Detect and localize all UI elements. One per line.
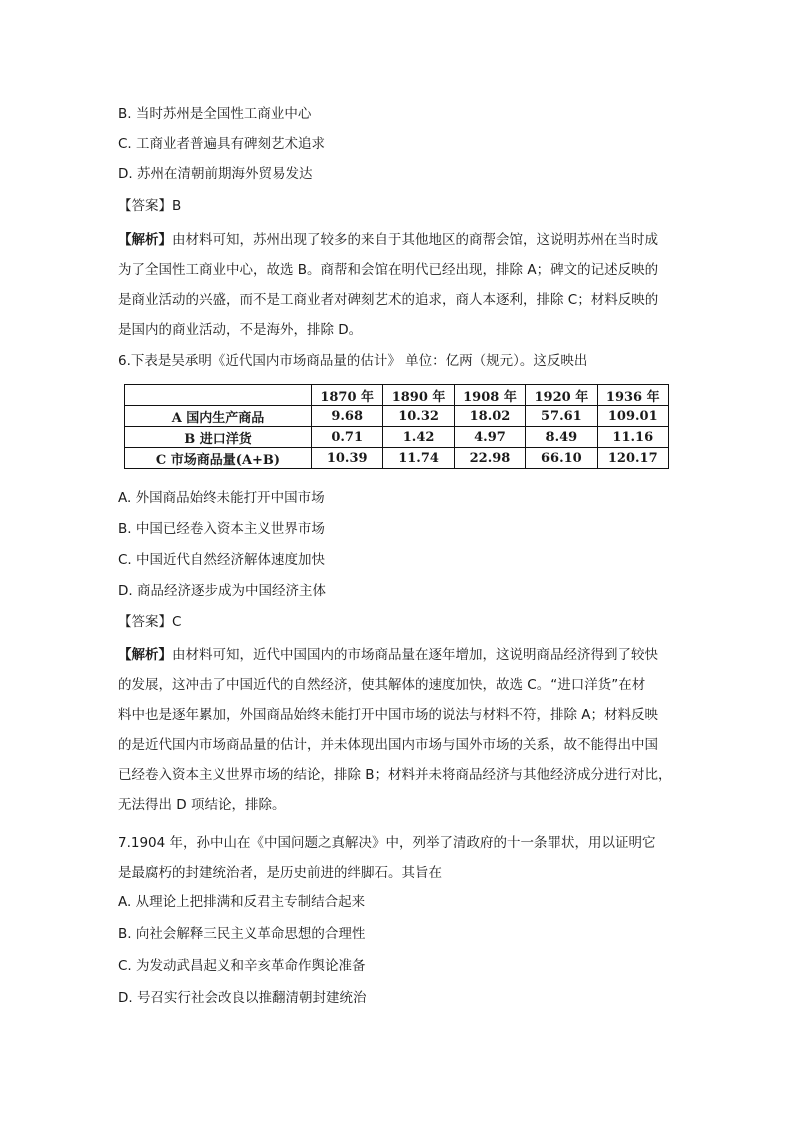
table-header-cell: 1908 年 [454, 385, 525, 406]
analysis-line: 为了全国性工商业中心，故选 B。商帮和会馆在明代已经出现，排除 A；碑文的记述反映的 [118, 262, 659, 278]
table-cell: 22.98 [454, 448, 525, 469]
table-row-label: B 进口洋货 [125, 427, 312, 448]
table-cell: 11.74 [383, 448, 454, 469]
analysis-line: 的是近代国内市场商品量的估计，并未体现出国内市场与国外市场的关系，故不能得出中国 [118, 737, 658, 753]
table-row-label: C 市场商品量(A+B) [125, 448, 312, 469]
q6-option-d: D. 商品经济逐步成为中国经济主体 [118, 583, 326, 599]
table-cell: 0.71 [312, 427, 383, 448]
table-header-row [125, 385, 669, 406]
analysis-line: 的发展，这冲击了中国近代的自然经济，使其解体的速度加快，故选 C。“进口洋货”在材 [118, 677, 646, 693]
q7-option-b: B. 向社会解释三民主义革命思想的合理性 [118, 926, 366, 942]
table-header-cell: 1920 年 [526, 385, 597, 406]
q6-option-c: C. 中国近代自然经济解体速度加快 [118, 552, 326, 568]
table-row-label: A 国内生产商品 [125, 406, 312, 427]
table-cell: 10.32 [383, 406, 454, 427]
analysis-line: 是商业活动的兴盛，而不是工商业者对碑刻艺术的追求，商人本逐利，排除 C；材料反映的 [118, 292, 659, 308]
q6-answer: 【答案】C [118, 614, 182, 630]
q7-option-d: D. 号召实行社会改良以推翻清朝封建统治 [118, 990, 367, 1006]
analysis-line: 无法得出 D 项结论，排除。 [118, 797, 286, 813]
analysis-line: 料中也是逐年累加，外国商品始终未能打开中国市场的说法与材料不符，排除 A；材料反映 [118, 707, 659, 723]
table-header-cell [125, 385, 312, 406]
q5-answer: 【答案】B [118, 198, 182, 214]
table-header-cell: 1890 年 [383, 385, 454, 406]
analysis-line: 由材料可知，苏州出现了较多的来自于其他地区的商帮会馆，这说明苏州在当时成 [172, 232, 658, 248]
stem-line: 7.1904 年，孙中山在《中国问题之真解决》中，列举了清政府的十一条罪状，用以证明它 [118, 835, 656, 851]
q6-option-b: B. 中国已经卷入资本主义世界市场 [118, 521, 325, 537]
table-header-cell: 1936 年 [597, 385, 668, 406]
table-cell: 11.16 [597, 427, 668, 448]
table-cell: 120.17 [597, 448, 668, 469]
table-cell: 57.61 [526, 406, 597, 427]
table-cell: 9.68 [312, 406, 383, 427]
q6-analysis [118, 640, 678, 820]
q5-option-b: B. 当时苏州是全国性工商业中心 [118, 106, 312, 122]
analysis-label: 【解析】 [118, 232, 172, 248]
stem-line: 是最腐朽的封建统治者，是历史前进的绊脚石。其旨在 [118, 865, 442, 881]
q5-analysis [118, 225, 678, 345]
table-cell: 109.01 [597, 406, 668, 427]
analysis-line: 由材料可知，近代中国国内的市场商品量在逐年增加，这说明商品经济得到了较快 [172, 647, 658, 663]
analysis-line: 已经卷入资本主义世界市场的结论，排除 B；材料并未将商品经济与其他经济成分进行对比， [118, 767, 672, 783]
table-cell: 66.10 [526, 448, 597, 469]
table-cell: 4.97 [454, 427, 525, 448]
table-cell: 10.39 [312, 448, 383, 469]
table-row [125, 406, 669, 427]
table-cell: 18.02 [454, 406, 525, 427]
q7-stem [118, 828, 678, 888]
q5-option-c: C. 工商业者普遍具有碑刻艺术追求 [118, 136, 326, 152]
table-cell: 1.42 [383, 427, 454, 448]
table-row [125, 448, 669, 469]
table-header-cell: 1870 年 [312, 385, 383, 406]
table-cell: 8.49 [526, 427, 597, 448]
q7-option-c: C. 为发动武昌起义和辛亥革命作舆论准备 [118, 958, 366, 974]
q7-option-a: A. 从理论上把排满和反君主专制结合起来 [118, 894, 366, 910]
table-row [125, 427, 669, 448]
q5-option-d: D. 苏州在清朝前期海外贸易发达 [118, 166, 313, 182]
q6-stem: 6.下表是吴承明《近代国内市场商品量的估计》 单位：亿两（规元）。这反映出 [118, 353, 588, 369]
market-volume-table [124, 384, 669, 469]
analysis-line: 是国内的商业活动，不是海外，排除 D。 [118, 322, 363, 338]
analysis-label: 【解析】 [118, 647, 172, 663]
q6-option-a: A. 外国商品始终未能打开中国市场 [118, 490, 325, 506]
